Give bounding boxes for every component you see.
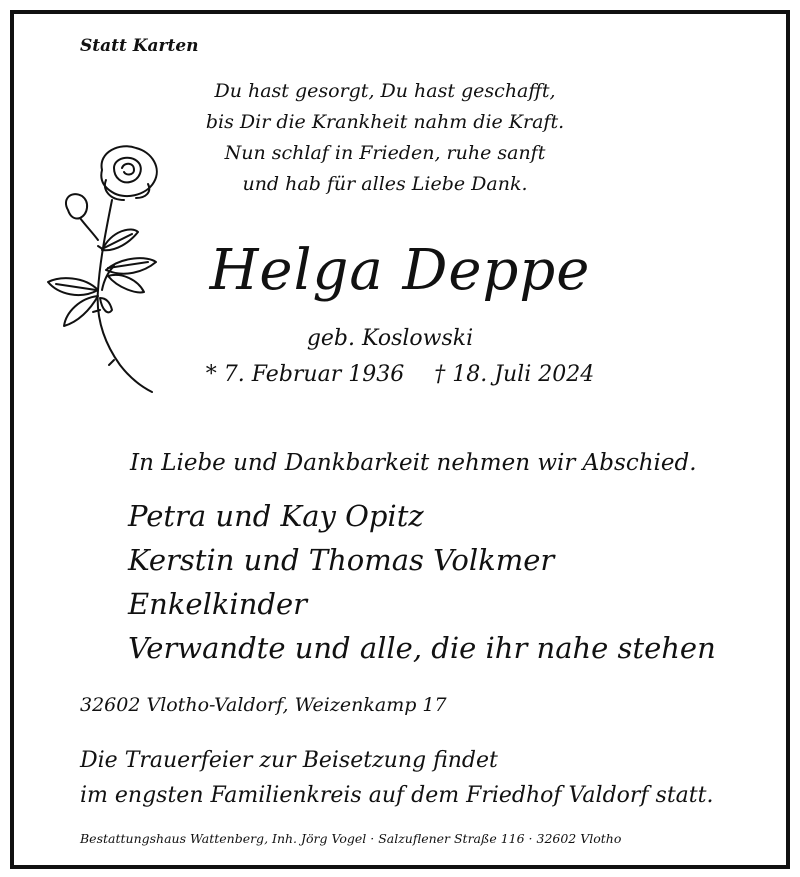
undertaker-line: Bestattungshaus Wattenberg, Inh. Jörg Vogel · Salzuflener Straße 116 · 32602 Vlotho [80,831,622,846]
mourner-line: Kerstin und Thomas Volkmer [128,543,555,577]
family-address: 32602 Vlotho-Valdorf, Weizenkamp 17 [80,694,447,716]
death-date: † 18. Juli 2024 [434,362,595,387]
funeral-notice [80,743,713,813]
mourner-line: Petra und Kay Opitz [128,499,424,533]
statt-karten-label: Statt Karten [80,36,199,56]
notice-line: Die Trauerfeier zur Beisetzung findet [80,748,498,773]
poem [160,76,610,200]
mourner-line: Verwandte und alle, die ihr nahe stehen [128,631,716,665]
poem-line: und hab für alles Liebe Dank. [242,173,528,195]
farewell-line: In Liebe und Dankbarkeit nehmen wir Abschied. [130,450,697,476]
maiden-name: geb. Koslowski [306,326,474,351]
life-dates [180,362,620,387]
poem-line: bis Dir die Krankheit nahm die Kraft. [205,111,565,133]
rose-icon [40,140,170,395]
mourner-line: Enkelkinder [128,587,307,621]
poem-line: Du hast gesorgt, Du hast geschafft, [214,80,556,102]
poem-line: Nun schlaf in Frieden, ruhe sanft [224,142,546,164]
deceased-name: Helga Deppe [209,238,591,303]
mourners-list [128,494,716,670]
notice-line: im engsten Familienkreis auf dem Friedhof Valdorf statt. [80,783,714,808]
birth-date: * 7. Februar 1936 [205,362,405,387]
